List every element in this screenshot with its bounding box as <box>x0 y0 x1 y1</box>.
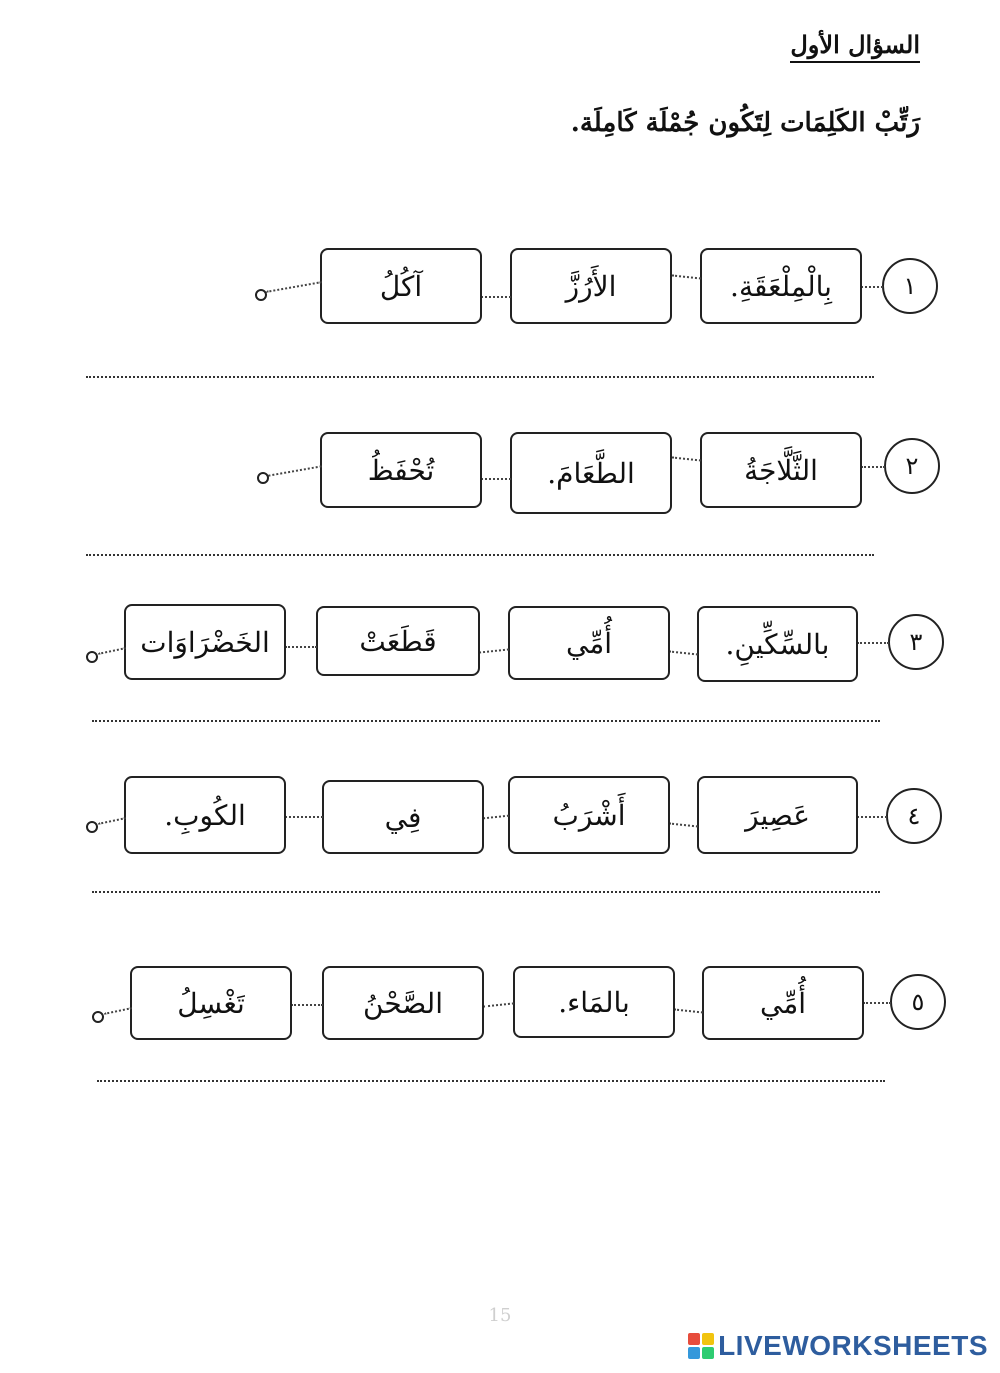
page-number: 15 <box>488 1305 512 1326</box>
drag-endpoint[interactable] <box>255 289 267 301</box>
connector-dotted <box>479 648 509 653</box>
exercise-number: ٣ <box>888 614 944 670</box>
logo-square <box>688 1333 700 1345</box>
connector-dotted <box>861 466 885 468</box>
connector-dotted <box>285 646 317 648</box>
word-box[interactable]: تَغْسِلُ <box>130 966 292 1040</box>
exercise-number: ١ <box>882 258 938 314</box>
answer-line[interactable] <box>92 720 880 722</box>
connector-dotted <box>674 1008 703 1013</box>
drag-endpoint[interactable] <box>86 651 98 663</box>
connector-dotted <box>669 650 698 655</box>
connector-dotted <box>98 647 126 655</box>
word-box[interactable]: أُمِّي <box>702 966 864 1040</box>
word-box[interactable]: بالسِّكِّينِ. <box>697 606 858 682</box>
exercise-number: ٥ <box>890 974 946 1030</box>
word-box[interactable]: الطَّعَامَ. <box>510 432 672 514</box>
word-box[interactable]: آكُلُ <box>320 248 482 324</box>
connector-dotted <box>857 642 889 644</box>
answer-line[interactable] <box>86 376 874 378</box>
connector-dotted <box>483 815 509 820</box>
word-box[interactable]: الثَّلَّاجَةُ <box>700 432 862 508</box>
instruction-text: رَتِّبْ الكَلِمَات لِتَكُون جُمْلَة كَامِلَة. <box>570 108 920 138</box>
word-box[interactable]: الخَضْرَاوَات <box>124 604 286 680</box>
logo-square <box>702 1333 714 1345</box>
drag-endpoint[interactable] <box>86 821 98 833</box>
exercise-number: ٤ <box>886 788 942 844</box>
word-box[interactable]: بالمَاء. <box>513 966 675 1038</box>
connector-dotted <box>672 274 701 279</box>
connector-dotted <box>481 296 511 298</box>
connector-dotted <box>481 478 511 480</box>
brand-name: LIVEWORKSHEETS <box>718 1330 988 1361</box>
connector-dotted <box>672 456 701 461</box>
logo-square <box>688 1347 700 1359</box>
word-box[interactable]: الصَّحْنُ <box>322 966 484 1040</box>
connector-dotted <box>861 286 883 288</box>
logo-square <box>702 1347 714 1359</box>
word-box[interactable]: الأَرُزَّ <box>510 248 672 324</box>
word-box[interactable]: عَصِيرَ <box>697 776 858 854</box>
drag-endpoint[interactable] <box>257 472 269 484</box>
drag-endpoint[interactable] <box>92 1011 104 1023</box>
connector-dotted <box>483 1002 514 1007</box>
word-box[interactable]: تُحْفَظُ <box>320 432 482 508</box>
word-box[interactable]: أَشْرَبُ <box>508 776 670 854</box>
answer-line[interactable] <box>97 1080 885 1082</box>
answer-line[interactable] <box>86 554 874 556</box>
page-title: السؤال الأول <box>790 30 920 63</box>
liveworksheets-logo <box>688 1330 988 1362</box>
connector-dotted <box>669 822 698 827</box>
exercise-number: ٢ <box>884 438 940 494</box>
word-box[interactable]: أُمِّي <box>508 606 670 680</box>
connector-dotted <box>285 816 323 818</box>
word-box[interactable]: قَطَعَتْ <box>316 606 480 676</box>
connector-dotted <box>104 1007 132 1015</box>
connector-dotted <box>863 1002 891 1004</box>
brand-logo-icon <box>688 1333 714 1359</box>
word-box[interactable]: الكُوبِ. <box>124 776 286 854</box>
connector-dotted <box>291 1004 323 1006</box>
word-box[interactable]: بِالْمِلْعَقَةِ. <box>700 248 862 324</box>
word-box[interactable]: فِي <box>322 780 484 854</box>
connector-dotted <box>98 817 126 825</box>
connector-dotted <box>266 281 321 293</box>
answer-line[interactable] <box>92 891 880 893</box>
connector-dotted <box>268 465 322 476</box>
connector-dotted <box>857 816 887 818</box>
